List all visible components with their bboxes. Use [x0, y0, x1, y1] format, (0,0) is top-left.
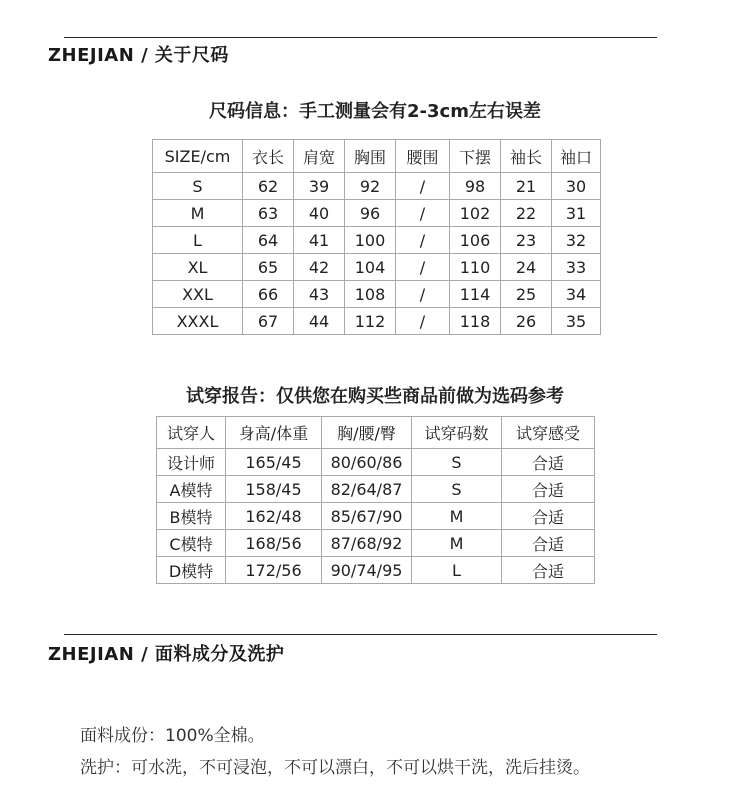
table-cell: L	[153, 227, 243, 254]
table-cell: 172/56	[226, 557, 322, 584]
table-row	[153, 254, 601, 281]
fit-report-table	[156, 416, 595, 584]
table-cell: 66	[243, 281, 294, 308]
table-cell: 43	[294, 281, 345, 308]
table-cell: 25	[501, 281, 552, 308]
table-cell: /	[396, 254, 450, 281]
fit-table-header-cell: 试穿人	[157, 417, 226, 449]
table-row	[153, 281, 601, 308]
table-cell: 32	[552, 227, 601, 254]
table-cell: 87/68/92	[322, 530, 412, 557]
table-cell: B模特	[157, 503, 226, 530]
size-info-heading: 尺码信息：手工测量会有2-3cm左右误差	[209, 101, 541, 122]
table-cell: 24	[501, 254, 552, 281]
table-cell: XXXL	[153, 308, 243, 335]
section-title-size: ZHEJIAN / 关于尺码	[48, 45, 229, 66]
table-cell: 41	[294, 227, 345, 254]
fit-report-heading: 试穿报告：仅供您在购买些商品前做为选码参考	[186, 386, 564, 407]
table-cell: 108	[345, 281, 396, 308]
fit-table-header-cell: 试穿码数	[412, 417, 502, 449]
table-cell: 合适	[502, 530, 595, 557]
table-cell: 106	[450, 227, 501, 254]
table-cell: A模特	[157, 476, 226, 503]
table-cell: 21	[501, 173, 552, 200]
table-row	[153, 200, 601, 227]
table-cell: C模特	[157, 530, 226, 557]
table-cell: 80/60/86	[322, 449, 412, 476]
table-cell: 90/74/95	[322, 557, 412, 584]
table-cell: 44	[294, 308, 345, 335]
table-row	[153, 173, 601, 200]
size-table-header-cell: 胸围	[345, 140, 396, 173]
size-table-header-row	[153, 140, 601, 173]
table-cell: 26	[501, 308, 552, 335]
table-cell: XXL	[153, 281, 243, 308]
table-cell: 39	[294, 173, 345, 200]
table-cell: 30	[552, 173, 601, 200]
table-cell: M	[412, 530, 502, 557]
table-cell: 22	[501, 200, 552, 227]
table-row	[157, 503, 595, 530]
size-table-header-cell: 腰围	[396, 140, 450, 173]
section-title-fabric: ZHEJIAN / 面料成分及洗护	[48, 644, 285, 665]
section-divider-fabric	[64, 634, 657, 635]
table-row	[157, 449, 595, 476]
table-cell: 158/45	[226, 476, 322, 503]
table-cell: 67	[243, 308, 294, 335]
table-cell: 96	[345, 200, 396, 227]
table-cell: D模特	[157, 557, 226, 584]
size-table-header-cell: 袖口	[552, 140, 601, 173]
table-cell: 63	[243, 200, 294, 227]
table-cell: 31	[552, 200, 601, 227]
table-cell: 85/67/90	[322, 503, 412, 530]
table-cell: S	[412, 449, 502, 476]
table-cell: 168/56	[226, 530, 322, 557]
fabric-composition-text: 面料成份：100%全棉。	[80, 726, 265, 746]
table-cell: 62	[243, 173, 294, 200]
care-instructions-text: 洗护：可水洗，不可浸泡，不可以漂白，不可以烘干洗，洗后挂烫。	[80, 758, 590, 778]
fit-table-header-cell: 身高/体重	[226, 417, 322, 449]
table-cell: 104	[345, 254, 396, 281]
size-table-header-cell: 下摆	[450, 140, 501, 173]
table-row	[157, 530, 595, 557]
table-cell: 114	[450, 281, 501, 308]
fit-table-header-row	[157, 417, 595, 449]
table-cell: /	[396, 173, 450, 200]
table-row	[153, 308, 601, 335]
table-cell: /	[396, 281, 450, 308]
table-cell: /	[396, 308, 450, 335]
table-cell: /	[396, 227, 450, 254]
table-cell: 合适	[502, 503, 595, 530]
table-cell: 42	[294, 254, 345, 281]
table-cell: S	[153, 173, 243, 200]
size-table-header-cell: SIZE/cm	[153, 140, 243, 173]
table-cell: 102	[450, 200, 501, 227]
table-cell: 65	[243, 254, 294, 281]
table-cell: 100	[345, 227, 396, 254]
size-table-header-cell: 袖长	[501, 140, 552, 173]
table-cell: 33	[552, 254, 601, 281]
table-cell: M	[412, 503, 502, 530]
fit-table-header-cell: 试穿感受	[502, 417, 595, 449]
table-cell: 92	[345, 173, 396, 200]
table-cell: /	[396, 200, 450, 227]
table-cell: XL	[153, 254, 243, 281]
table-cell: L	[412, 557, 502, 584]
table-cell: 112	[345, 308, 396, 335]
table-row	[157, 476, 595, 503]
table-cell: 40	[294, 200, 345, 227]
table-cell: 23	[501, 227, 552, 254]
table-cell: 110	[450, 254, 501, 281]
table-cell: 合适	[502, 557, 595, 584]
table-cell: 64	[243, 227, 294, 254]
table-row	[153, 227, 601, 254]
table-cell: 合适	[502, 449, 595, 476]
table-cell: 165/45	[226, 449, 322, 476]
table-cell: 118	[450, 308, 501, 335]
table-cell: 98	[450, 173, 501, 200]
table-cell: 82/64/87	[322, 476, 412, 503]
fit-table-header-cell: 胸/腰/臀	[322, 417, 412, 449]
table-cell: 162/48	[226, 503, 322, 530]
size-table-header-cell: 衣长	[243, 140, 294, 173]
size-table-header-cell: 肩宽	[294, 140, 345, 173]
table-cell: 设计师	[157, 449, 226, 476]
table-cell: 35	[552, 308, 601, 335]
table-cell: 34	[552, 281, 601, 308]
table-cell: S	[412, 476, 502, 503]
table-cell: M	[153, 200, 243, 227]
table-cell: 合适	[502, 476, 595, 503]
table-row	[157, 557, 595, 584]
section-divider-top	[64, 37, 657, 38]
size-table	[152, 139, 601, 335]
